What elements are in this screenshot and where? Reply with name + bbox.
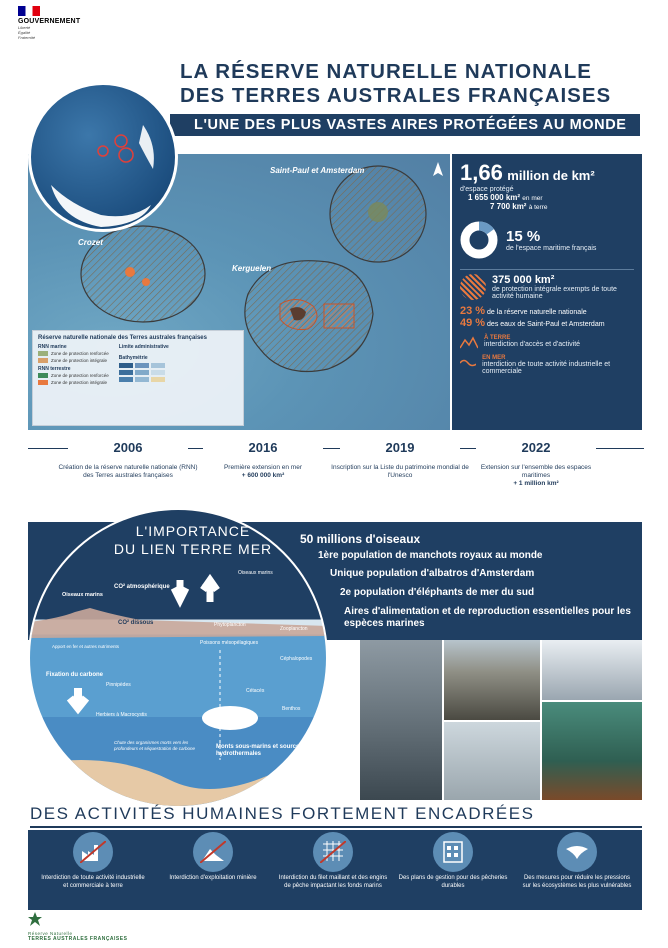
legend-title: Réserve naturelle nationale des Terres australes françaises <box>38 335 207 341</box>
timeline-text: Extension sur l'ensemble des espaces maritimes + 1 million km² <box>480 464 592 487</box>
globe-inset <box>28 82 178 232</box>
land-title: À TERRE <box>484 335 511 341</box>
land-value: 7 700 km² <box>490 202 527 211</box>
timeline-year: 2016 <box>203 440 323 455</box>
share-caption: de l'espace maritime français <box>506 245 597 252</box>
king-penguin-photo <box>444 640 540 720</box>
timeline <box>28 440 644 500</box>
label-cephalo: Céphalopodes <box>280 656 313 662</box>
bio-fact: Aires d'alimentation et de reproduction essentielles pour les espèces marines <box>344 606 631 629</box>
label-zoo: Zooplancton <box>280 626 308 632</box>
photo-collage <box>360 640 642 800</box>
share-donut-icon <box>460 221 498 259</box>
sea-value: 1 655 000 km² <box>468 193 521 202</box>
legend-limite: Limite administrative <box>118 344 169 350</box>
bio-fact: 2e population d'éléphants de mer du sud <box>340 587 535 598</box>
label-kerguelen: Kerguelen <box>232 264 272 273</box>
activity-item: Des mesures pour réduire les pressions sur les écosystèmes les plus vulnérables <box>522 832 632 890</box>
activity-item: Des plans de gestion pour des pêcheries durables <box>398 832 508 890</box>
mountain-icon <box>460 335 478 349</box>
legend-item: Zone de protection renforcée <box>38 350 109 357</box>
government-logo <box>18 6 98 50</box>
area-caption: d'espace protégé <box>460 186 514 193</box>
area-value: 1,66 <box>460 160 503 185</box>
timeline-text: Première extension en mer + 600 000 km² <box>223 464 303 479</box>
management-plan-icon <box>433 832 473 872</box>
label-seamounts: Monts sous-marins et sources hydrothermales <box>216 744 303 757</box>
sea-rule: interdiction de toute activité industrielle et commerciale <box>482 361 611 375</box>
map-legend <box>32 330 244 426</box>
pct2-caption: des eaux de Saint-Paul et Amsterdam <box>487 321 605 328</box>
circle-title: L'IMPORTANCE DU LIEN TERRE MER <box>113 523 273 557</box>
label-cetac: Cétacés <box>246 688 265 694</box>
land-caption: à terre <box>528 204 548 211</box>
land-rule: interdiction d'accès et d'activité <box>484 341 581 348</box>
fishing-net-icon <box>313 832 353 872</box>
human-bar <box>28 830 642 910</box>
label-pinni: Pinnipèdes <box>106 682 131 688</box>
legend-item: Zone de protection intégrale <box>38 379 109 386</box>
page-title <box>180 60 650 108</box>
legend-item: Zone de protection renforcée <box>38 372 109 379</box>
reserve-logo <box>28 912 148 944</box>
label-meso: Poissons mésopélagiques <box>200 640 259 646</box>
gov-motto-3: Fraternité <box>18 35 36 40</box>
dolphin-photo <box>542 640 642 700</box>
activity-item: Interdiction du filet maillant et des engins de pêche impactant les fonds marins <box>278 832 388 890</box>
label-co2-dis: CO² dissous <box>118 620 154 626</box>
activity-item: Interdiction de toute activité industrielle et commerciale à terre <box>38 832 148 890</box>
timeline-year: 2022 <box>476 440 596 455</box>
bio-title: UN PATRIMOINE BIOLOGIQUE D'EXCEPTION <box>262 506 564 521</box>
kelp-photo <box>542 702 642 800</box>
title-line-1: LA RÉSERVE NATURELLE NATIONALE <box>180 60 592 83</box>
legend-bathymetrie: Bathymétrie <box>118 355 148 361</box>
label-herb: Herbiers à Macrocystis <box>96 712 147 718</box>
elephant-seal-photo <box>360 640 442 800</box>
marianne-flag-icon <box>18 6 40 16</box>
bio-fact: 1ère population de manchots royaux au monde <box>318 550 543 561</box>
compass-icon <box>433 162 443 176</box>
label-iron: Apport en fer et autres nutriments <box>52 644 120 649</box>
human-title: DES ACTIVITÉS HUMAINES FORTEMENT ENCADRÉES <box>30 804 535 823</box>
gov-motto-1: Liberté <box>18 25 31 30</box>
subtitle: L'UNE DES PLUS VASTES AIRES PROTÉGÉES AU MONDE <box>194 117 627 133</box>
share-value: 15 % <box>506 228 541 245</box>
subtitle-bar <box>170 114 640 136</box>
label-fall: Chute des organismes morts vers les profondeurs et séquestration de carbone <box>114 740 196 751</box>
timeline-text: Inscription sur la Liste du patrimoine mondial de l'Unesco <box>331 464 469 479</box>
integral-hatch-icon <box>460 274 486 300</box>
globe-svg <box>31 85 175 229</box>
ray-icon <box>557 832 597 872</box>
label-co2-atm: CO² atmosphérique <box>114 584 170 590</box>
wave-icon <box>460 355 476 369</box>
carbon-arrow-icon <box>70 688 86 708</box>
reserve-emblem-icon <box>28 912 42 926</box>
mining-icon <box>193 832 233 872</box>
timeline-year: 2019 <box>340 440 460 455</box>
bio-fact: Unique population d'albatros d'Amsterdam <box>330 568 535 579</box>
label-crozet: Crozet <box>78 238 103 247</box>
label-benthos: Benthos <box>282 706 301 712</box>
sea-title: EN MER <box>482 355 506 361</box>
title-line-2: DES TERRES AUSTRALES FRANÇAISES <box>180 84 612 107</box>
stats-panel <box>452 154 642 430</box>
footer-line-1: Réserve Naturelle <box>28 931 73 936</box>
pct2-value: 49 % <box>460 317 486 329</box>
pct1-value: 23 % <box>460 305 486 317</box>
albatross-photo <box>444 722 540 800</box>
sea-caption: en mer <box>522 195 543 202</box>
label-birds1: Oiseaux marins <box>62 592 103 598</box>
integral-value: 375 000 km² <box>492 274 555 286</box>
timeline-year: 2006 <box>68 440 188 455</box>
label-o2: O² <box>202 584 209 590</box>
label-saint-paul: Saint-Paul et Amsterdam <box>270 166 365 175</box>
legend-marine: RNN marine <box>38 344 67 350</box>
label-carbon: Fixation du carbone <box>46 672 104 678</box>
gov-motto-2: Égalité <box>18 30 31 35</box>
activity-item: Interdiction d'exploitation minière <box>158 832 268 883</box>
factory-icon <box>73 832 113 872</box>
area-unit: million de km² <box>507 168 595 183</box>
co2-arrow-icon <box>174 580 186 600</box>
timeline-text: Création de la réserve naturelle nationale (RNN) des Terres australes françaises <box>58 464 198 479</box>
gov-name: GOUVERNEMENT <box>18 18 81 25</box>
label-phyto: Phytoplancton <box>214 622 246 628</box>
legend-item: Zone de protection intégrale <box>38 357 109 364</box>
footer-line-2: TERRES AUSTRALES FRANÇAISES <box>28 936 128 942</box>
whale-icon <box>202 706 258 730</box>
bio-fact: 50 millions d'oiseaux <box>300 532 421 546</box>
human-title-line <box>30 826 642 828</box>
label-birds2: Oiseaux marins <box>238 570 273 576</box>
pct1-caption: de la réserve naturelle nationale <box>487 309 587 316</box>
legend-terrestre: RNN terrestre <box>38 366 71 372</box>
integral-caption: de protection intégrale exempts de toute activité humaine <box>492 286 617 300</box>
